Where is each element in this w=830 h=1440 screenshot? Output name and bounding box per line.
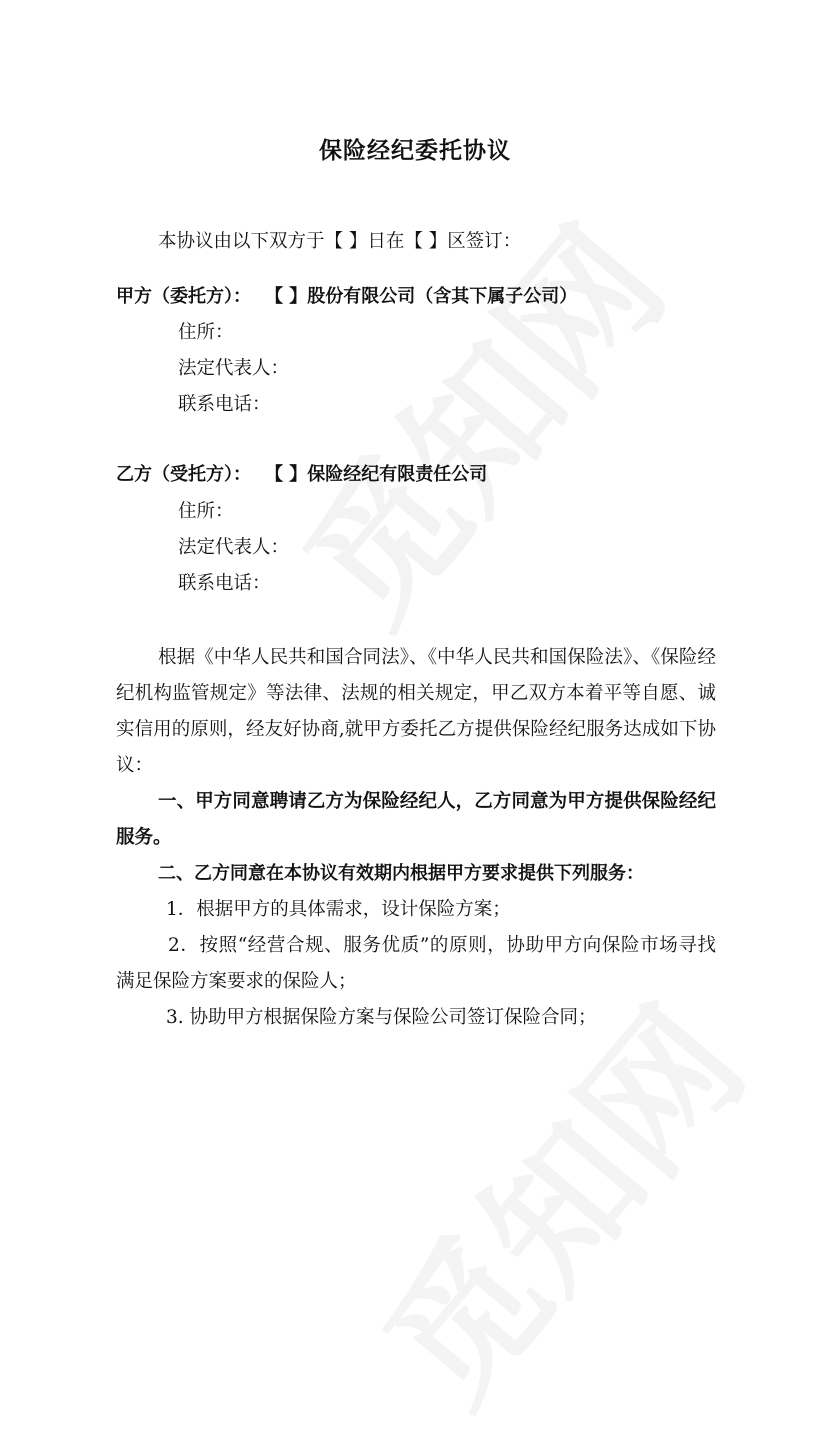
party-a-heading bbox=[116, 284, 577, 310]
party-a-label: 甲方（委托方）： bbox=[116, 286, 251, 307]
clause-2-item-3: 3. 协助甲方根据保险方案与保险公司签订保险合同； bbox=[166, 1007, 597, 1028]
party-b-address: 住所： bbox=[178, 501, 234, 522]
intro-line: 本协议由以下双方于【 】日在【 】区签订： bbox=[158, 231, 522, 252]
clause-1: 一、甲方同意聘请乙方为保险经纪人，乙方同意为甲方提供保险经纪服务。 bbox=[116, 791, 716, 848]
clause-2: 二、乙方同意在本协议有效期内根据甲方要求提供下列服务： bbox=[158, 863, 644, 884]
party-a-address: 住所： bbox=[178, 322, 234, 343]
clause-2-item-1: 1．根据甲方的具体需求，设计保险方案； bbox=[166, 899, 511, 920]
party-b-label: 乙方（受托方）： bbox=[116, 464, 251, 485]
party-a-phone: 联系电话： bbox=[178, 394, 271, 415]
party-b-heading bbox=[116, 462, 487, 488]
party-b-representative: 法定代表人： bbox=[178, 537, 290, 558]
party-a-name: 【 】股份有限公司（含其下属子公司） bbox=[265, 286, 578, 307]
party-b-phone: 联系电话： bbox=[178, 573, 271, 594]
preamble-paragraph: 根据《中华人民共和国合同法》、《中华人民共和国保险法》、《保险经纪机构监管规定》等法律、法规的相关规定，甲乙双方本着平等自愿、诚实信用的原则，经友好协商,就甲方委托乙方提供保险经纪服务达成如下协议： bbox=[116, 647, 716, 776]
clause-2-item-2: 2．按照“经营合规、服务优质”的原则，协助甲方向保险市场寻找满足保险方案要求的保险人； bbox=[116, 935, 716, 992]
document-title: 保险经纪委托协议 bbox=[319, 138, 511, 164]
party-b-name: 【 】保险经纪有限责任公司 bbox=[265, 464, 488, 485]
party-a-representative: 法定代表人： bbox=[178, 358, 290, 379]
